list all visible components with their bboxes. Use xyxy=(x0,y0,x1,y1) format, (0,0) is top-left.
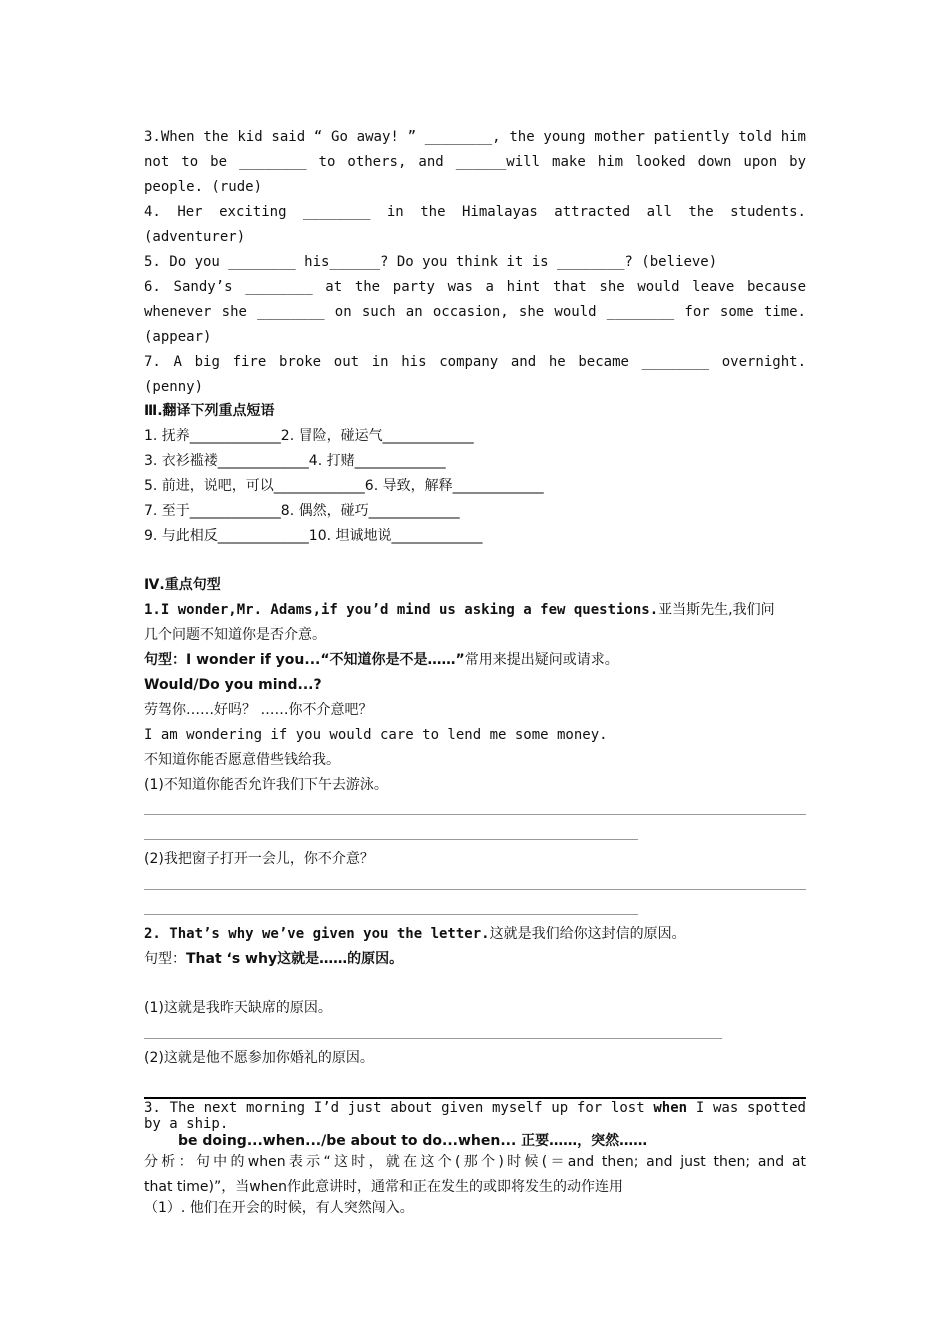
phrase-row-1: 1. 抚养_____________2. 冒险，碰运气_____________ xyxy=(144,428,474,444)
pattern-3: be doing...when.../be about to do...when... 正要……，突然…… xyxy=(178,1133,648,1149)
phrase-row-3: 5. 前进，说吧，可以_____________6. 导致，解释_____________ xyxy=(144,478,544,494)
sentence-3-line-2: by a ship. xyxy=(144,1116,229,1132)
pattern-2 xyxy=(144,949,403,969)
answer-line[interactable] xyxy=(144,1038,722,1039)
exercise-1-prompt: (1)不知道你能否允许我们下午去游泳。 xyxy=(144,777,388,793)
analysis-line-2: that time)”，当when作此意讲时，通常和正在发生的或即将发生的动作连用 xyxy=(144,1179,624,1195)
pattern-1-usage: 常用来提出疑问或请求。 xyxy=(464,652,619,668)
exercise-4-prompt: (2)这就是他不愿参加你婚礼的原因。 xyxy=(144,1050,374,1066)
sentence-1-english: 1.I wonder,Mr. Adams,if you’d mind us asking a few questions. xyxy=(144,602,659,618)
answer-line[interactable] xyxy=(144,814,806,815)
sentence-3-text-b: I was spotted xyxy=(695,1100,806,1116)
sentence-1-chinese: 亚当斯先生,我们问 xyxy=(658,602,775,618)
exercise-2-prompt: (2)我把窗子打开一会儿，你不介意？ xyxy=(144,851,374,867)
sentence-3-when: when xyxy=(653,1100,688,1116)
answer-line[interactable] xyxy=(144,839,638,840)
pattern-1-variant-meaning: 劳驾你……好吗？ ……你不介意吧？ xyxy=(144,702,373,718)
answer-line[interactable] xyxy=(144,889,806,890)
example-english: I am wondering if you would care to lend me some money. xyxy=(144,727,608,743)
pattern-1-variant: Would/Do you mind...? xyxy=(144,677,322,693)
pattern-1-label: 句型：I wonder if you... xyxy=(144,652,321,668)
item-4-line-2: (adventurer) xyxy=(144,229,246,245)
item-3-line-1: 3.When the kid said “ Go away! ” ________, the young mother patiently told him xyxy=(144,129,806,145)
item-6-line-2: whenever she ________ on such an occasion, she would ________ for some time. xyxy=(144,304,806,320)
item-3-line-2: not to be ________ to others, and ______will make him looked down upon by xyxy=(144,154,806,170)
answer-line[interactable] xyxy=(144,914,638,915)
sentence-1 xyxy=(144,600,775,620)
pattern-1 xyxy=(144,650,619,670)
item-3-line-3: people. (rude) xyxy=(144,179,263,195)
sentence-3-text-a: 3. The next morning I’d just about given myself up for lost xyxy=(144,1100,645,1116)
phrase-row-5: 9. 与此相反_____________10. 坦诚地说_____________ xyxy=(144,528,483,544)
item-6-line-3: (appear) xyxy=(144,329,212,345)
sentence-2-chinese: 这就是我们给你这封信的原因。 xyxy=(489,926,686,942)
item-5-line-1: 5. Do you ________ his______? Do you think it is ________? (believe) xyxy=(144,254,718,270)
exercise-5-prompt: （1）. 他们在开会的时候，有人突然闯入。 xyxy=(144,1200,414,1216)
pattern-2-label: 句型： xyxy=(144,951,186,967)
example-chinese: 不知道你能否愿意借些钱给我。 xyxy=(144,752,340,768)
sentence-1-chinese-cont: 几个问题不知道你是否介意。 xyxy=(144,627,326,643)
pattern-2-meaning: That ‘s why这就是……的原因。 xyxy=(186,951,404,967)
item-7-line-1: 7. A big fire broke out in his company and he became ________ overnight. xyxy=(144,354,806,370)
sentence-2-english: 2. That’s why we’ve given you the letter. xyxy=(144,926,490,942)
item-7-line-2: (penny) xyxy=(144,379,204,395)
sentence-3-line-1 xyxy=(144,1098,806,1118)
section-4-heading: Ⅳ.重点句型 xyxy=(144,577,221,593)
analysis-line-1: 分析：句中的when表示“这时，就在这个(那个)时候(＝and then; and just then; and at xyxy=(144,1154,806,1170)
phrase-row-2: 3. 衣衫褴褛_____________4. 打赌_____________ xyxy=(144,453,446,469)
section-3-heading: Ⅲ.翻译下列重点短语 xyxy=(144,403,275,419)
exercise-3-prompt: (1)这就是我昨天缺席的原因。 xyxy=(144,1000,332,1016)
phrase-row-4: 7. 至于_____________8. 偶然，碰巧_____________ xyxy=(144,503,460,519)
sentence-2 xyxy=(144,924,686,944)
item-6-line-1: 6. Sandy’s ________ at the party was a hint that she would leave because xyxy=(144,279,806,295)
item-4-line-1: 4. Her exciting ________ in the Himalayas attracted all the students. xyxy=(144,204,806,220)
pattern-1-meaning: “不知道你是不是……” xyxy=(320,652,465,668)
